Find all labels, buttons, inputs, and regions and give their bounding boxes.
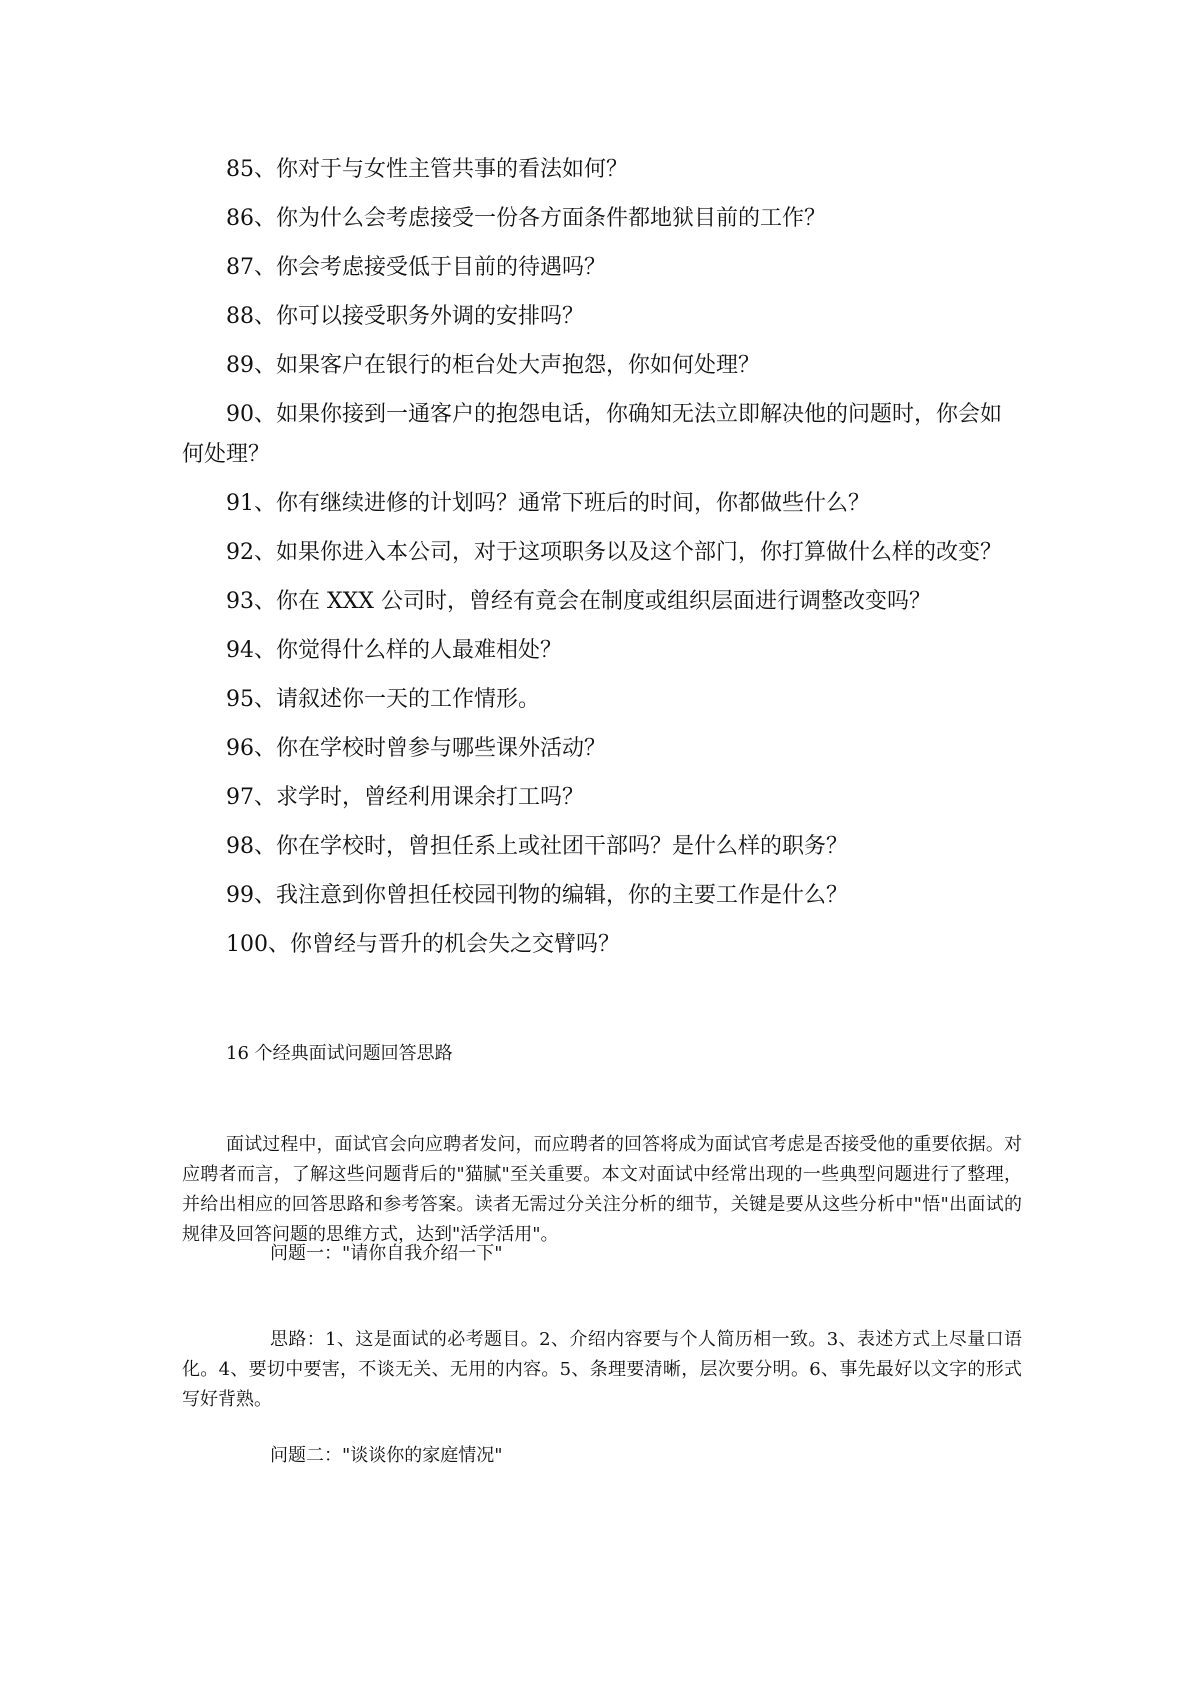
question-90: 90、如果你接到一通客户的抱怨电话，你确知无法立即解决他的问题时，你会如何处理？ <box>182 402 1002 467</box>
problem-2-heading: 问题二："谈谈你的家庭情况" <box>270 1445 503 1466</box>
question-85: 85、你对于与女性主管共事的看法如何？ <box>226 157 628 182</box>
intro-paragraph: 面试过程中，面试官会向应聘者发问，而应聘者的回答将成为面试官考虑是否接受他的重要依据。对应聘者而言，了解这些问题背后的"猫腻"至关重要。本文对面试中经常出现的一些典型问题进行了整理，并给出相应的回答思路和参考答案。读者无需过分关注分析的细节，关键是要从这些分析中"悟"出面试的规律及回答问题的思维方式，达到"活学活用"。 <box>182 1134 1022 1245</box>
problem-1-body: 思路：1、这是面试的必考题目。2、介绍内容要与个人简历相一致。3、表述方式上尽量口语化。4、要切中要害，不谈无关、无用的内容。5、条理要清晰，层次要分明。6、事先最好以文字的形式写好背熟。 <box>182 1329 1022 1410</box>
question-92: 92、如果你进入本公司，对于这项职务以及这个部门，你打算做什么样的改变？ <box>226 540 1002 565</box>
question-98: 98、你在学校时，曾担任系上或社团干部吗？是什么样的职务？ <box>226 834 848 859</box>
question-86: 86、你为什么会考虑接受一份各方面条件都地狱目前的工作？ <box>226 206 826 231</box>
question-93: 93、你在 XXX 公司时，曾经有竟会在制度或组织层面进行调整改变吗？ <box>226 589 931 614</box>
question-87: 87、你会考虑接受低于目前的待遇吗？ <box>226 255 606 280</box>
question-96: 96、你在学校时曾参与哪些课外活动？ <box>226 736 606 761</box>
question-100: 100、你曾经与晋升的机会失之交臂吗？ <box>226 932 620 957</box>
question-97: 97、求学时，曾经利用课余打工吗？ <box>226 785 584 810</box>
question-99: 99、我注意到你曾担任校园刊物的编辑，你的主要工作是什么？ <box>226 883 848 908</box>
question-91: 91、你有继续进修的计划吗？通常下班后的时间，你都做些什么？ <box>226 491 870 516</box>
section-title: 16 个经典面试问题回答思路 <box>226 1043 453 1064</box>
question-95: 95、请叙述你一天的工作情形。 <box>226 687 540 712</box>
problem-1-heading: 问题一："请你自我介绍一下" <box>270 1243 503 1264</box>
question-94: 94、你觉得什么样的人最难相处？ <box>226 638 562 663</box>
question-89: 89、如果客户在银行的柜台处大声抱怨，你如何处理？ <box>226 353 760 378</box>
question-88: 88、你可以接受职务外调的安排吗？ <box>226 304 584 329</box>
question-list <box>182 150 1022 974</box>
